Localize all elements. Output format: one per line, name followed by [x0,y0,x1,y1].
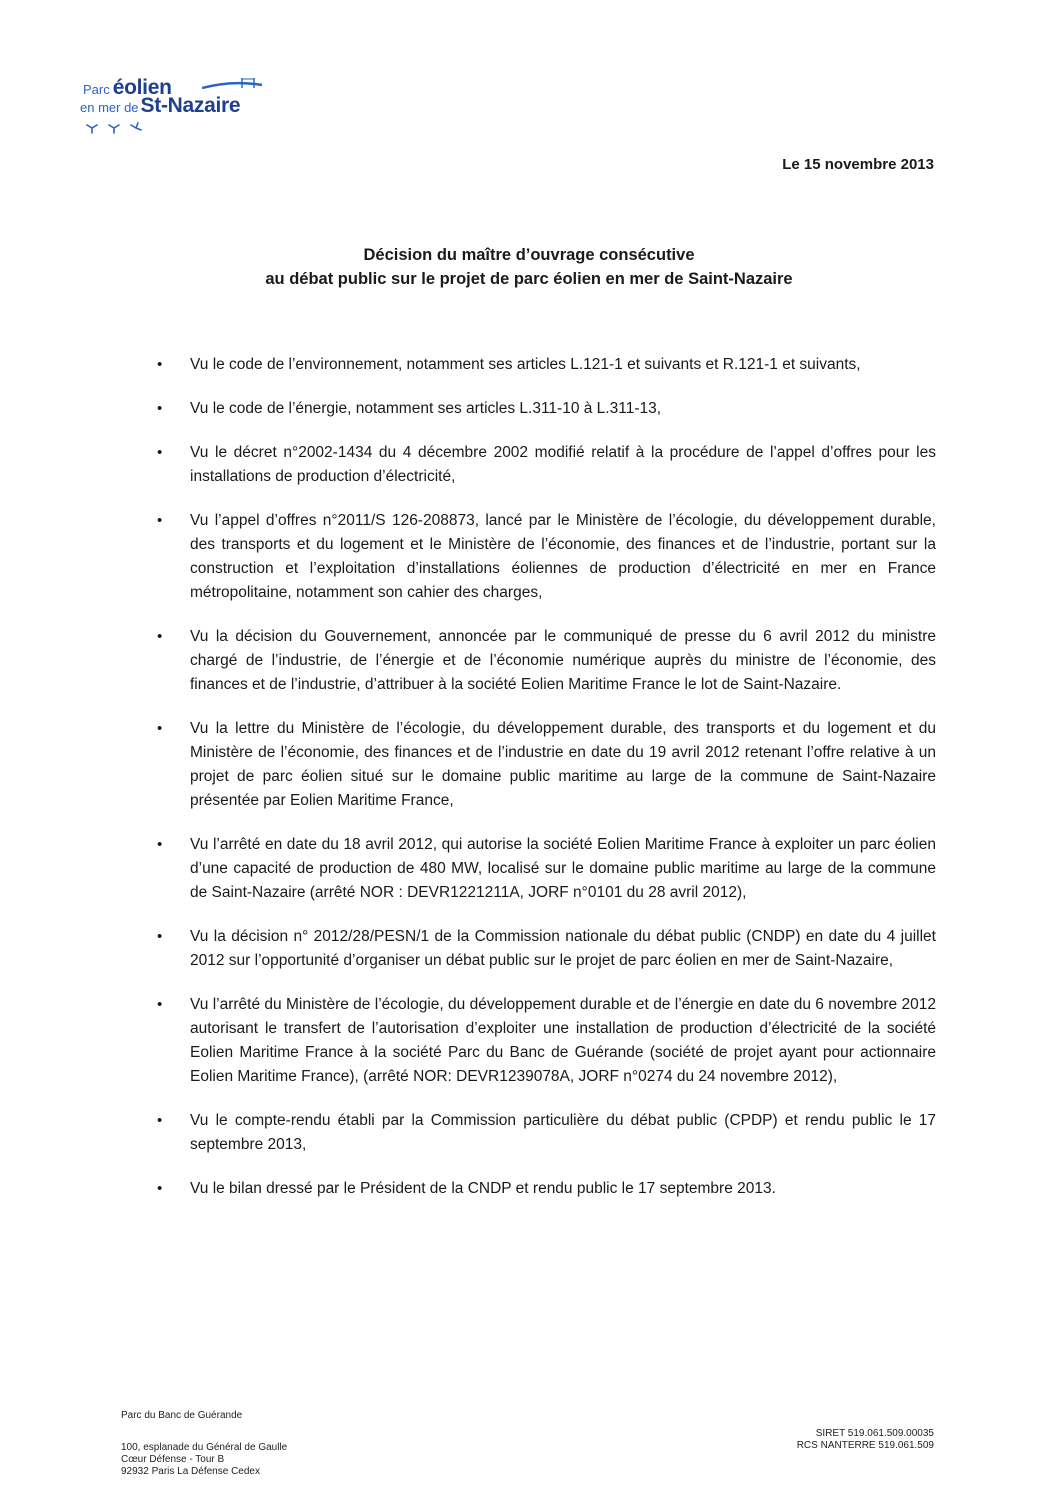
bullet-icon: • [157,356,163,373]
footer-address [121,1442,287,1478]
logo-text-st-nazaire: St-Nazaire [140,94,241,117]
list-item [157,353,936,377]
company-name: Parc du Banc de Guérande [121,1410,243,1421]
list-item [157,717,936,813]
title-line-2: au débat public sur le projet de parc éolien en mer de Saint-Nazaire [265,270,793,288]
bridge-icon [202,76,264,90]
wind-turbines-icon [86,122,156,134]
document-date: Le 15 novembre 2013 [782,156,934,173]
title-line-1: Décision du maître d’ouvrage consécutive [363,246,695,264]
list-item-text: Vu l’arrêté en date du 18 avril 2012, qui autorise la société Eolien Maritime France à exploiter un parc éolien d’une capacité de production de 480 MW, localisé sur le domaine public maritime au large de la commune de Saint-Nazaire (arrêté NOR : DEVR1221211A, JORF n°0101 du 28 avril 2012), [190,836,936,901]
list-item [157,833,936,905]
footer-legal-ids [797,1428,934,1452]
list-item [157,925,936,973]
bullet-icon: • [157,628,163,645]
logo-line-2 [80,94,240,118]
list-item-text: Vu le compte-rendu établi par la Commission particulière du débat public (CPDP) et rendu public le 17 septembre 2013, [190,1112,936,1153]
list-item-text: Vu la décision n° 2012/28/PESN/1 de la Commission nationale du débat public (CNDP) en date du 4 juillet 2012 sur l’opportunité d’organiser un débat public sur le projet de parc éolien en mer de Saint-Nazaire, [190,928,936,969]
bullet-icon: • [157,836,163,853]
list-item [157,509,936,605]
list-item-text: Vu l’appel d’offres n°2011/S 126-208873, lancé par le Ministère de l’écologie, du développement durable, des transports et du logement et le Ministère de l’économie, des finances et de l’industrie, portant sur la construction et l’exploitation d’installations éoliennes de production d’électricité en mer en France métropolitaine, notamment son cahier des charges, [190,512,936,601]
considerations-list [157,353,936,1221]
list-item [157,993,936,1089]
list-item [157,1177,936,1201]
list-item-text: Vu le code de l’énergie, notamment ses articles L.311-10 à L.311-13, [190,400,662,417]
logo-text-en-mer-de: en mer de [80,100,139,115]
list-item-text: Vu la lettre du Ministère de l’écologie, du développement durable, des transports et du logement et du Ministère de l’économie, des finances et de l’industrie en date du 19 avril 2012 retenant l’offre relative à un projet de parc éolien situé sur le domaine public maritime au large de la commune de Saint-Nazaire présentée par Eolien Maritime France, [190,720,936,809]
list-item-text: Vu le bilan dressé par le Président de la CNDP et rendu public le 17 septembre 2013. [190,1180,776,1197]
bullet-icon: • [157,720,163,737]
footer-company-name [121,1410,242,1422]
bullet-icon: • [157,444,163,461]
bullet-icon: • [157,400,163,417]
list-item [157,441,936,489]
bullet-icon: • [157,512,163,529]
address-line: 92932 Paris La Défense Cedex [121,1466,260,1477]
bullet-icon: • [157,996,163,1013]
siret-number: SIRET 519.061.509.00035 [815,1428,934,1439]
list-item [157,625,936,697]
list-item-text: Vu l’arrêté du Ministère de l’écologie, du développement durable et de l’énergie en date du 6 novembre 2012 autorisant le transfert de l’autorisation d’exploiter une installation de production d’électricité de la société Eolien Maritime France à la société Parc du Banc de Guérande (société de projet ayant pour actionnaire Eolien Maritime France), (arrêté NOR: DEVR1239078A, JORF n°0274 du 24 novembre 2012), [190,996,936,1085]
address-line: 100, esplanade du Général de Gaulle [121,1442,288,1453]
bullet-icon: • [157,1112,163,1129]
list-item-text: Vu le code de l’environnement, notamment ses articles L.121-1 et suivants et R.121-1 et suivants, [190,356,861,373]
list-item-text: Vu la décision du Gouvernement, annoncée par le communiqué de presse du 6 avril 2012 du ministre chargé de l’industrie, de l’énergie et de l’économie numérique auprès du ministre de l’économie, des finances et de l’industrie, d’attribuer à la société Eolien Maritime France le lot de Saint-Nazaire. [190,628,936,693]
company-logo [80,70,280,132]
list-item [157,397,936,421]
list-item [157,1109,936,1157]
logo-text-eolien: éolien [112,76,172,99]
bullet-icon: • [157,1180,163,1197]
logo-text-parc: Parc [83,82,110,97]
rcs-number: RCS NANTERRE 519.061.509 [796,1440,934,1451]
bullet-icon: • [157,928,163,945]
document-title [0,243,1058,291]
address-line: Cœur Défense - Tour B [121,1454,225,1465]
list-item-text: Vu le décret n°2002-1434 du 4 décembre 2002 modifié relatif à la procédure de l’appel d’offres pour les installations de production d’électricité, [190,444,936,485]
